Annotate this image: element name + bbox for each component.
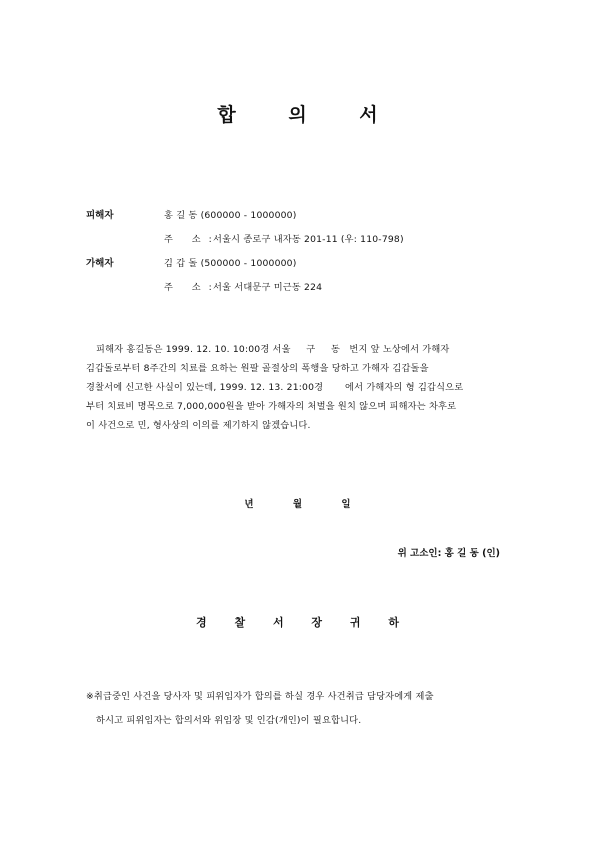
title-char: 서 — [359, 104, 378, 126]
addressee-line — [0, 614, 595, 630]
victim-address-label: 주 소: — [164, 234, 220, 245]
date-line — [0, 496, 595, 510]
addressee-char: 찰 — [234, 616, 246, 629]
document-title — [0, 100, 595, 127]
victim-name-line: 홍 길 동 (600000 - 1000000) — [164, 210, 297, 221]
addressee-char: 장 — [311, 616, 323, 629]
title-char: 의 — [288, 104, 307, 126]
date-month: 월 — [292, 499, 303, 510]
note-line: ※취급중인 사건을 당사자 및 피위임자가 합의를 하실 경우 사건취급 담당자에게 제출 — [86, 691, 434, 702]
offender-address: 서울 서대문구 미근동 224 — [213, 282, 323, 293]
offender-address-label: 주 소: — [164, 282, 220, 293]
signer-line: 위 고소인: 홍 길 동 (인) — [397, 548, 500, 559]
addressee-char: 서 — [272, 616, 284, 629]
title-char: 합 — [217, 104, 236, 126]
note-line: 하시고 피위임자는 합의서와 위임장 및 인감(개인)이 필요합니다. — [96, 715, 362, 726]
body-line: 부터 치료비 명목으로 7,000,000원을 받아 가해자의 처벌을 원치 않으며 피해자는 차후로 — [86, 401, 457, 412]
body-line: 경찰서에 신고한 사실이 있는데, 1999. 12. 13. 21:00경 에서 가해자의 형 김갑식으로 — [86, 382, 464, 393]
body-line: 피해자 홍길동은 1999. 12. 10. 10:00경 서울 구 동 번지 앞 노상에서 가해자 — [96, 344, 450, 355]
offender-label: 가해자 — [86, 258, 114, 269]
victim-label: 피해자 — [86, 210, 114, 221]
offender-name-line: 김 갑 돌 (500000 - 1000000) — [164, 258, 297, 269]
victim-address: 서울시 종로구 내자동 201-11 (우: 110-798) — [213, 234, 404, 245]
addressee-char: 귀 — [349, 616, 361, 629]
date-day: 일 — [341, 499, 351, 510]
body-line: 김갑돌로부터 8주간의 치료를 요하는 원팔 골절상의 폭행을 당하고 가해자 김갑돌을 — [86, 363, 429, 374]
addressee-char: 경 — [195, 616, 207, 629]
body-line: 이 사건으로 민, 형사상의 이의를 제기하지 않겠습니다. — [86, 420, 311, 431]
date-year: 년 — [244, 499, 254, 510]
addressee-char: 하 — [388, 616, 400, 629]
